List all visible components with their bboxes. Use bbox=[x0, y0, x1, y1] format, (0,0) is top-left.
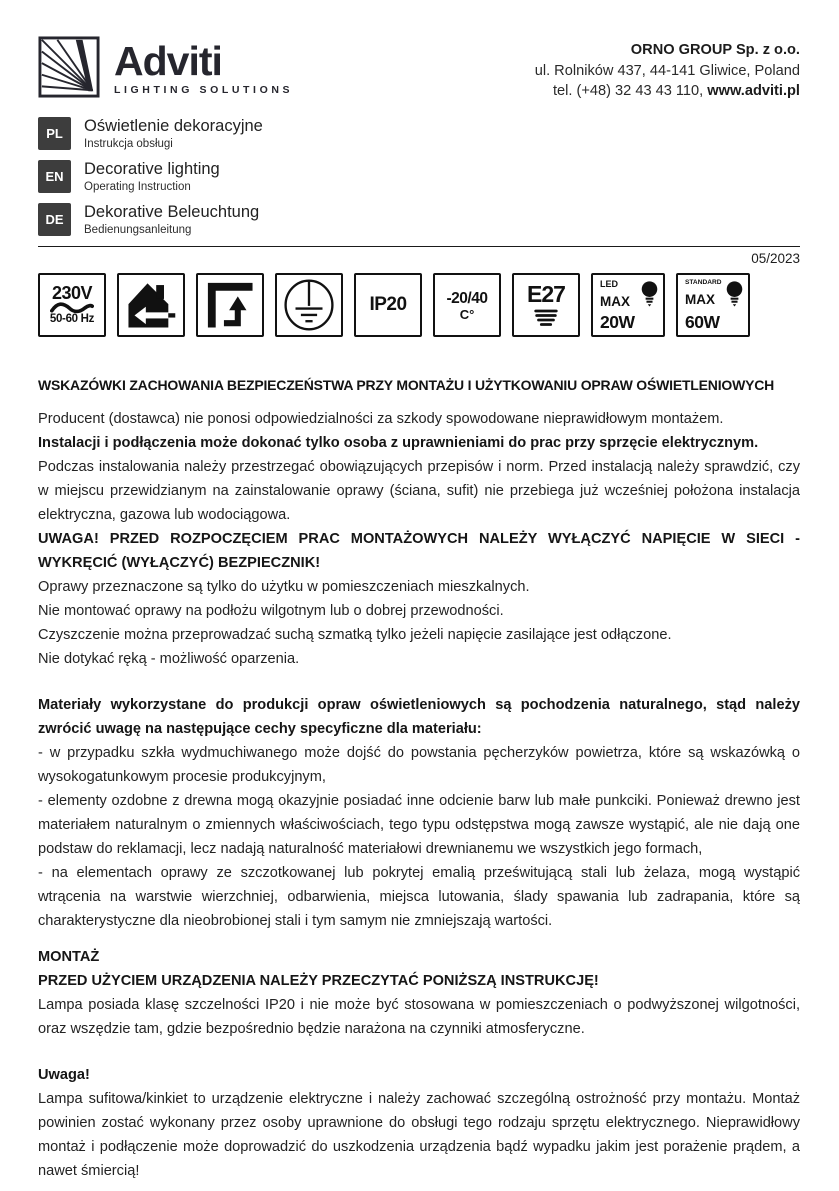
safety-heading: WSKAZÓWKI ZACHOWANIA BEZPIECZEŃSTWA PRZY MONTAŻU I UŻYTKOWANIU OPRAW OŚWIETLENIOWYCH bbox=[38, 377, 775, 394]
voltage-value: 230V bbox=[51, 283, 93, 304]
logo-text bbox=[114, 38, 294, 98]
wall-mount-arrow-icon bbox=[203, 279, 257, 331]
brand-tagline: LIGHTING SOLUTIONS bbox=[114, 84, 294, 96]
company-website: www.adviti.pl bbox=[707, 83, 800, 100]
icon-box-protection-class bbox=[275, 273, 343, 337]
paragraph: - w przypadku szkła wydmuchiwanego może dojść do powstania pęcherzyków powietrza, które są wskazówką o wysokogatunkowym procesie produkcyjnym, bbox=[38, 745, 800, 786]
pictogram-row bbox=[38, 273, 800, 337]
paragraph: Nie dotykać ręką - możliwość oparzenia. bbox=[38, 651, 300, 668]
paragraph: Lampa sufitowa/kinkiet to urządzenie elektryczne i należy zachować szczególną ostrożność przy montażu. Montaż powinien zostać wykonany przez osoby uprawnione do obsługi tego rodzaju sprzętu elektrycznego. Nieprawidłowy montaż i podłączenie może doprowadzić do uszkodzenia urządzenia bądź wypadku jakim jest porażenie prądem, a nawet śmiercią! bbox=[38, 1091, 800, 1180]
montaz-heading: MONTAŻ bbox=[38, 949, 100, 966]
icon-box-socket-e27 bbox=[512, 273, 580, 337]
ip-rating-value: IP20 bbox=[369, 294, 407, 316]
company-name: ORNO GROUP Sp. z o.o. bbox=[630, 42, 800, 58]
temperature-unit: C° bbox=[459, 306, 475, 322]
icon-box-voltage bbox=[38, 273, 106, 337]
revision-date: 05/2023 bbox=[751, 251, 800, 267]
language-badge-de: DE bbox=[38, 203, 71, 236]
standard-max-power bbox=[678, 275, 748, 335]
bulb-icon bbox=[725, 280, 744, 307]
paragraph: Lampa posiada klasę szczelności IP20 i nie może być stosowana w pomieszczeniach o podwyższonej wilgotności, oraz wszędzie tam, gdzie bezpośrednio będzie narażona na czynniki atmosferyczne. bbox=[38, 997, 800, 1038]
led-max-power bbox=[593, 275, 663, 335]
icon-box-temperature bbox=[433, 273, 501, 337]
earth-ground-icon bbox=[282, 278, 336, 332]
paragraph: Czyszczenie można przeprowadzać suchą szmatką tylko jeżeli napięcie zasilające jest odłączone. bbox=[38, 627, 672, 644]
bulb-icon bbox=[640, 280, 659, 307]
language-title-en: Decorative lighting bbox=[84, 160, 220, 179]
company-address: ul. Rolników 437, 44-141 Gliwice, Poland bbox=[534, 62, 800, 79]
brand-logo bbox=[38, 36, 293, 98]
separator-line bbox=[38, 246, 800, 247]
light-rays-logo-icon bbox=[38, 36, 100, 98]
house-indoor-icon bbox=[124, 279, 178, 331]
icon-box-ip-rating bbox=[354, 273, 422, 337]
language-title-de: Dekorative Beleuchtung bbox=[84, 203, 260, 222]
paragraph: - na elementach oprawy ze szczotkowanej lub pokrytej emalią prześwitującą stali lub żelaza, mogą wystąpić wtrącenia na warstwie wierzchniej, odbarwienia, miejsca lutowania, ślady spawania lub zadrapania, które są charakterystyczne dla nieobrobionej stali i tym samym nie zmniejszają wartości. bbox=[38, 865, 800, 930]
wattage-value: 20W bbox=[600, 311, 635, 332]
language-text-pl bbox=[84, 117, 263, 151]
brand-name: Adviti bbox=[114, 38, 222, 85]
language-row-de bbox=[38, 203, 800, 237]
socket-type: E27 bbox=[527, 280, 565, 307]
max-label: MAX bbox=[685, 292, 715, 308]
max-label: MAX bbox=[600, 293, 630, 309]
icon-box-led-max-power bbox=[591, 273, 665, 337]
read-instruction-note: PRZED UŻYCIEM URZĄDZENIA NALEŻY PRZECZYTAĆ PONIŻSZĄ INSTRUKCJĘ! bbox=[38, 973, 599, 990]
language-badge-pl: PL bbox=[38, 117, 71, 150]
paragraph: Nie montować oprawy na podłożu wilgotnym lub o dobrej przewodności. bbox=[38, 603, 504, 620]
materials-intro: Materiały wykorzystane do produkcji opraw oświetleniowych są pochodzenia naturalnego, stąd należy zwrócić uwagę na następujące cechy specyficzne dla materiału: bbox=[38, 697, 800, 738]
header bbox=[38, 36, 800, 102]
language-title-pl: Oświetlenie dekoracyjne bbox=[84, 117, 263, 136]
language-sections bbox=[38, 117, 800, 237]
uwaga-heading: Uwaga! bbox=[38, 1067, 90, 1084]
paragraph: Producent (dostawca) nie ponosi odpowiedzialności za szkody spowodowane nieprawidłowym montażem. bbox=[38, 411, 724, 428]
company-info bbox=[535, 36, 800, 102]
paragraph: Instalacji i podłączenia może dokonać tylko osoba z uprawnieniami do prac przy sprzęcie elektrycznym. bbox=[38, 435, 759, 452]
paragraph: - elementy ozdobne z drewna mogą okazyjnie posiadać inne odcienie barw lub małe punkciki. Ponieważ drewno jest materiałem naturalnym o zmiennych właściwościach, tego typu odstępstwa mogą zawsze wystąpić, ale nie dają one podstaw do reklamacji, lecz nadają naturalność materiałowi drewnianemu we wszystkich jego formach, bbox=[38, 793, 800, 858]
icon-box-standard-max-power bbox=[676, 273, 750, 337]
language-subtitle-de: Bedienungsanleitung bbox=[84, 224, 192, 237]
paragraph: Oprawy przeznaczone są tylko do użytku w pomieszczeniach mieszkalnych. bbox=[38, 579, 530, 596]
temperature-range: -20/40 bbox=[446, 289, 488, 307]
language-badge-en: EN bbox=[38, 160, 71, 193]
company-phone: tel. (+48) 32 43 43 110, bbox=[552, 83, 708, 100]
language-row-en bbox=[38, 160, 800, 194]
bulb-type-label: LED bbox=[600, 279, 618, 290]
frequency-value: 50-60 Hz bbox=[49, 313, 95, 326]
screw-base-icon bbox=[532, 309, 560, 328]
icon-box-indoor-use bbox=[117, 273, 185, 337]
language-row-pl bbox=[38, 117, 800, 151]
paragraph: Podczas instalowania należy przestrzegać obowiązujących przepisów i norm. Przed instalacją należy sprawdzić, czy w miejscu przewidzianym na zainstalowanie oprawy (ściana, sufit) nie przebiega już wcześniej położona instalacja elektryczna, gazowa lub wodociągowa. bbox=[38, 459, 800, 524]
icon-box-wall-mount bbox=[196, 273, 264, 337]
language-text-en bbox=[84, 160, 220, 194]
language-text-de bbox=[84, 203, 259, 237]
language-subtitle-pl: Instrukcja obsługi bbox=[84, 138, 173, 151]
language-subtitle-en: Operating Instruction bbox=[84, 181, 191, 194]
company-contact bbox=[535, 81, 800, 102]
instruction-content bbox=[38, 373, 800, 1183]
bulb-type-label: STANDARD bbox=[685, 279, 722, 287]
wattage-value: 60W bbox=[685, 311, 720, 332]
warning-paragraph: UWAGA! PRZED ROZPOCZĘCIEM PRAC MONTAŻOWYCH NALEŻY WYŁĄCZYĆ NAPIĘCIE W SIECI - WYKRĘCIĆ (WYŁĄCZYĆ) BEZPIECZNIK! bbox=[38, 531, 800, 572]
